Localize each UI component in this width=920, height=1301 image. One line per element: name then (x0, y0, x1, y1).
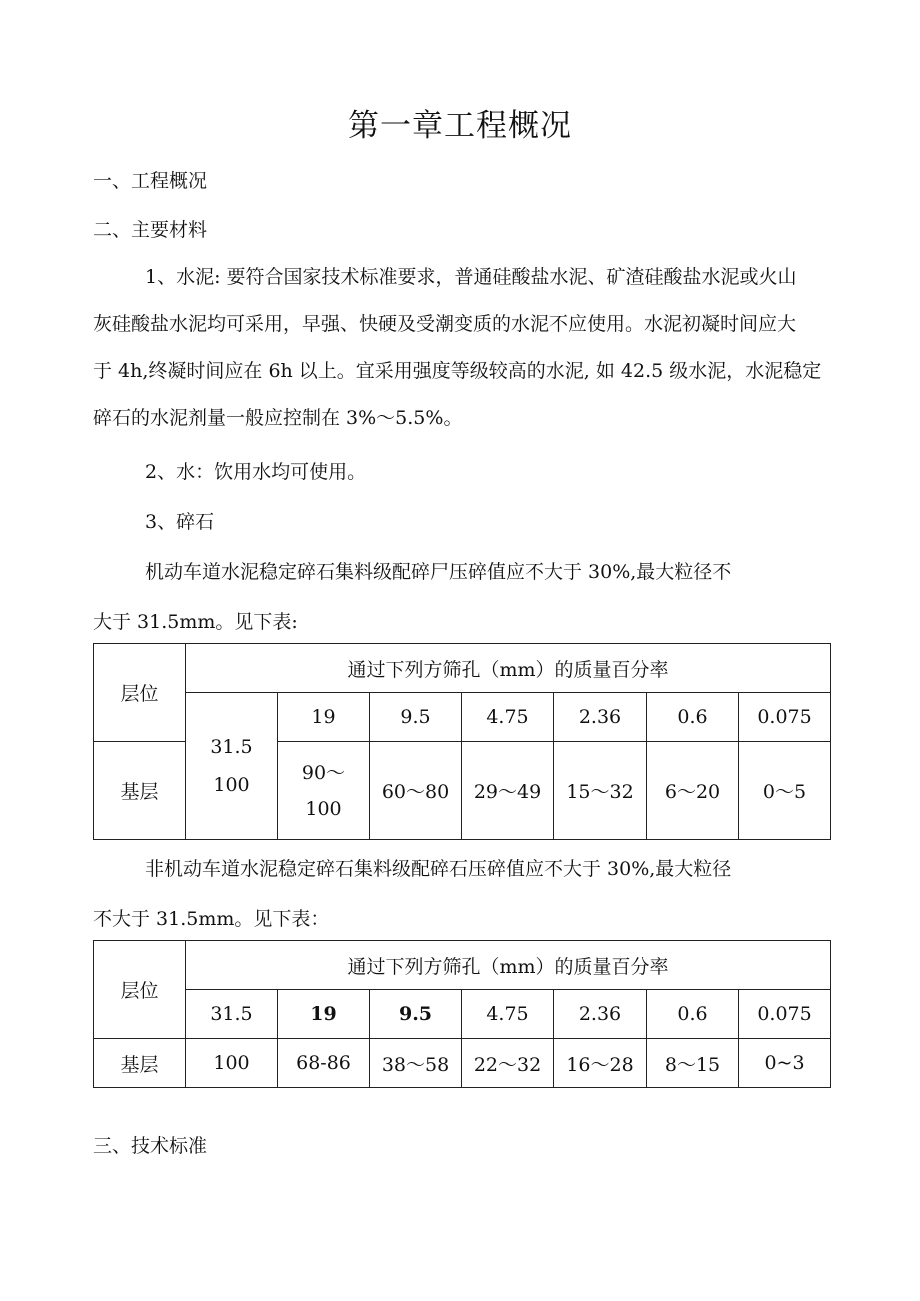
pass-value-cell: 16～28 (554, 1039, 647, 1088)
sieve-size-cell: 19 (278, 693, 370, 742)
cement-paragraph-line-1: 1、水泥: 要符合国家技术标准要求，普通硅酸盐水泥、矿渣硅酸盐水泥或火山 (145, 266, 797, 288)
non-motor-lane-intro-line-1: 非机动车道水泥稳定碎石集料级配碎石压碎值应不大于 30%,最大粒径 (145, 858, 732, 880)
pass-value-cell: 15～32 (554, 742, 647, 840)
cement-paragraph-line-2: 灰硅酸盐水泥均可采用，早强、快硬及受潮变质的水泥不应使用。水泥初凝时间应大 (93, 313, 797, 335)
motor-lane-gradation-table (93, 643, 831, 840)
sieve-size-cell: 4.75 (462, 693, 554, 742)
pass-value-cell: 6～20 (647, 742, 739, 840)
layer-header-cell: 层位 (94, 644, 186, 742)
pass-value-line-1: 90～ (301, 761, 346, 784)
sieve-size-cell: 0.075 (739, 990, 831, 1039)
sieve-size-cell: 0.6 (647, 990, 739, 1039)
motor-lane-intro-line-2: 大于 31.5mm。见下表: (93, 611, 298, 633)
first-sieve-size: 31.5 (210, 736, 253, 758)
pass-value-cell: 22～32 (462, 1039, 554, 1088)
water-paragraph: 2、水：饮用水均可使用。 (145, 461, 367, 483)
sieve-size-cell: 0.6 (647, 693, 739, 742)
sieve-size-cell: 2.36 (554, 693, 647, 742)
non-motor-lane-intro-line-2: 不大于 31.5mm。见下表： (93, 908, 330, 930)
non-motor-lane-gradation-table (93, 940, 831, 1088)
pass-value-cell: 0~3 (739, 1039, 831, 1088)
cement-paragraph-line-4: 碎石的水泥剂量一般应控制在 3%～5.5%。 (93, 407, 463, 429)
cement-paragraph-line-3: 于 4h,终凝时间应在 6h 以上。宜采用强度等级较高的水泥, 如 42.5 级水泥，水泥稳定 (93, 360, 822, 382)
pass-value-cell: 38～58 (370, 1039, 462, 1088)
sieve-span-header: 通过下列方筛孔（mm）的质量百分率 (186, 644, 831, 693)
pass-value-cell: 68-86 (278, 1039, 370, 1088)
motor-lane-intro-line-1: 机动车道水泥稳定碎石集料级配碎尸压碎值应不大于 30%,最大粒径不 (145, 561, 732, 583)
sieve-size-cell: 2.36 (554, 990, 647, 1039)
sieve-size-cell: 0.075 (739, 693, 831, 742)
pass-value-cell: 100 (186, 1039, 278, 1088)
first-sieve-cell (186, 693, 278, 840)
sieve-size-cell: 4.75 (462, 990, 554, 1039)
layer-header-cell: 层位 (94, 941, 186, 1039)
sieve-size-cell: 19 (278, 990, 370, 1039)
row-label-base: 基层 (94, 742, 186, 840)
section-heading-overview: 一、工程概况 (93, 170, 208, 192)
pass-value-cell: 8～15 (647, 1039, 739, 1088)
first-sieve-pass-value: 100 (213, 774, 250, 796)
sieve-size-cell: 9.5 (370, 990, 462, 1039)
sieve-span-header: 通过下列方筛孔（mm）的质量百分率 (186, 941, 831, 990)
sieve-size-cell: 9.5 (370, 693, 462, 742)
gravel-heading: 3、碎石 (145, 511, 215, 533)
pass-value-cell: 0～5 (739, 742, 831, 840)
pass-value-cell: 29～49 (462, 742, 554, 840)
pass-value-cell: 60～80 (370, 742, 462, 840)
chapter-title: 第一章工程概况 (348, 108, 572, 144)
pass-value-line-2: 100 (305, 797, 342, 820)
sieve-size-cell: 31.5 (186, 990, 278, 1039)
section-heading-materials: 二、主要材料 (93, 219, 208, 241)
section-heading-technical-standards: 三、技术标准 (93, 1135, 208, 1157)
row-label-base: 基层 (94, 1039, 186, 1088)
pass-value-cell (278, 742, 370, 840)
